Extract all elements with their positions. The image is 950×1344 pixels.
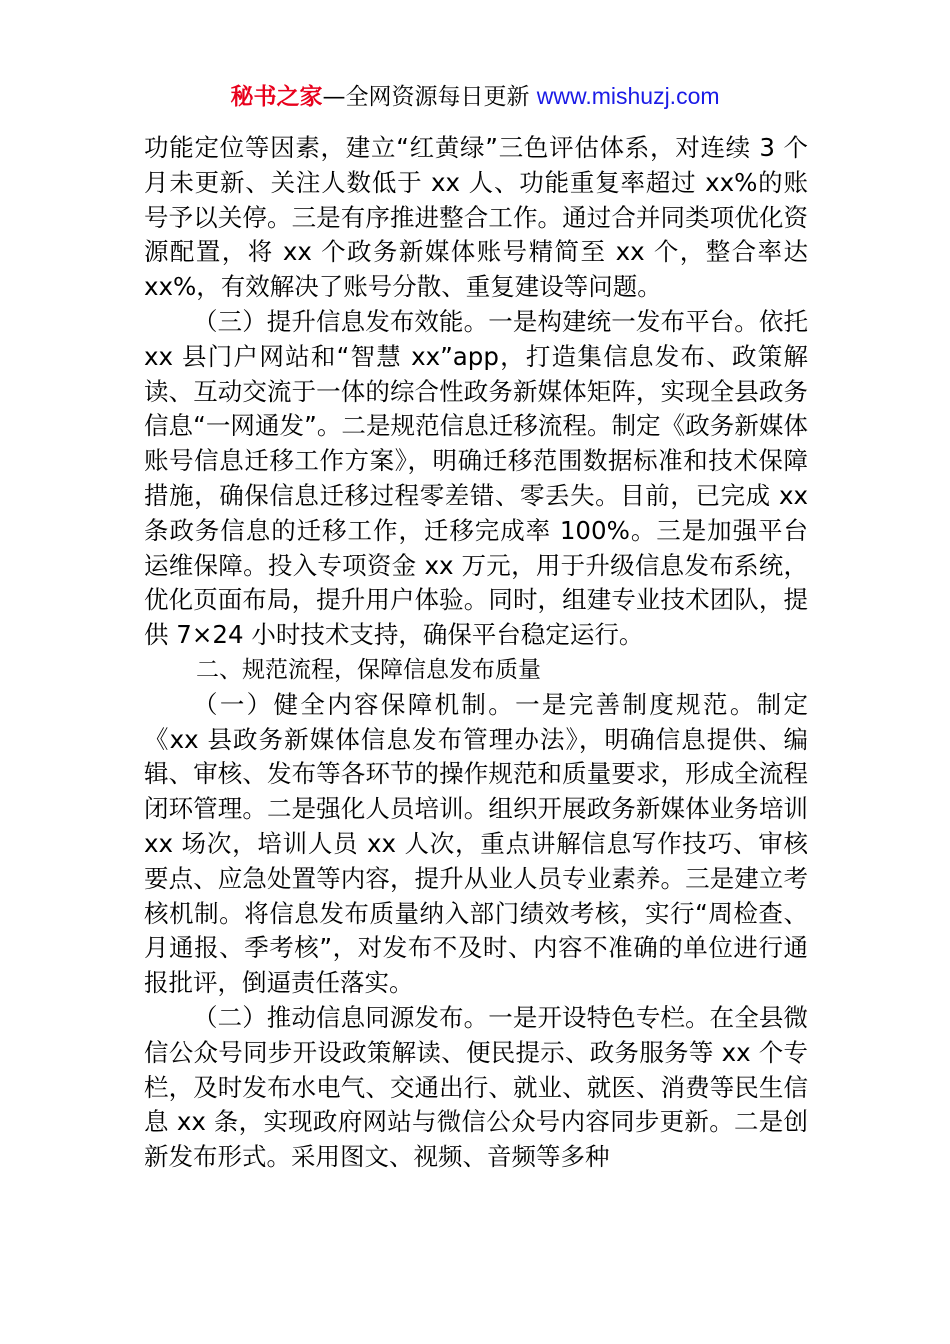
paragraph-subsection-1: （一）健全内容保障机制。一是完善制度规范。制定《xx 县政务新媒体信息发布管理办法》，明确信息提供、编辑、审核、发布等各环节的操作规范和质量要求，形成全流程闭环管理。二是强化人员培训。组织开展政务新媒体业务培训 xx 场次，培训人员 xx 人次，重点讲解信息写作技巧、审核要点、应急处置等内容，提升从业人员专业素养。三是建立考核机制。将信息发布质量纳入部门绩效考核，实行“周检查、月通报、季考核”，对发布不及时、内容不准确的单位进行通报批评，倒逼责任落实。	[144, 689, 808, 998]
section-heading-2: 二、规范流程，保障信息发布质量	[196, 656, 541, 683]
header-tagline: —全网资源每日更新	[322, 84, 537, 110]
paragraph-continued: 功能定位等因素，建立“红黄绿”三色评估体系，对连续 3 个月未更新、关注人数低于 xx 人、功能重复率超过 xx%的账号予以关停。三是有序推进整合工作。通过合并同类项优化资源配置，将 xx 个政务新媒体账号精简至 xx 个，整合率达 xx%，有效解决了账号分散、重复建设等问题。	[144, 133, 808, 302]
paragraph-subsection-2: （二）推动信息同源发布。一是开设特色专栏。在全县微信公众号同步开设政策解读、便民提示、政务服务等 xx 个专栏，及时发布水电气、交通出行、就业、就医、消费等民生信息 xx 条，实现政府网站与微信公众号内容同步更新。二是创新发布形式。采用图文、视频、音频等多种	[144, 1002, 808, 1172]
site-header	[0, 80, 950, 113]
document-body	[144, 131, 808, 1175]
paragraph-section-3: （三）提升信息发布效能。一是构建统一发布平台。依托 xx 县门户网站和“智慧 xx”app，打造集信息发布、政策解读、互动交流于一体的综合性政务新媒体矩阵，实现全县政务信息“一网通发”。二是规范信息迁移流程。制定《政务新媒体账号信息迁移工作方案》，明确迁移范围数据标准和技术保障措施，确保信息迁移过程零差错、零丢失。目前，已完成 xx 条政务信息的迁移工作，迁移完成率 100%。三是加强平台运维保障。投入专项资金 xx 万元，用于升级信息发布系统，优化页面布局，提升用户体验。同时，组建专业技术团队，提供 7×24 小时技术支持，确保平台稳定运行。	[144, 306, 808, 650]
site-url-link[interactable]: www.mishuzj.com	[536, 83, 720, 109]
brand-name: 秘书之家	[230, 84, 323, 110]
